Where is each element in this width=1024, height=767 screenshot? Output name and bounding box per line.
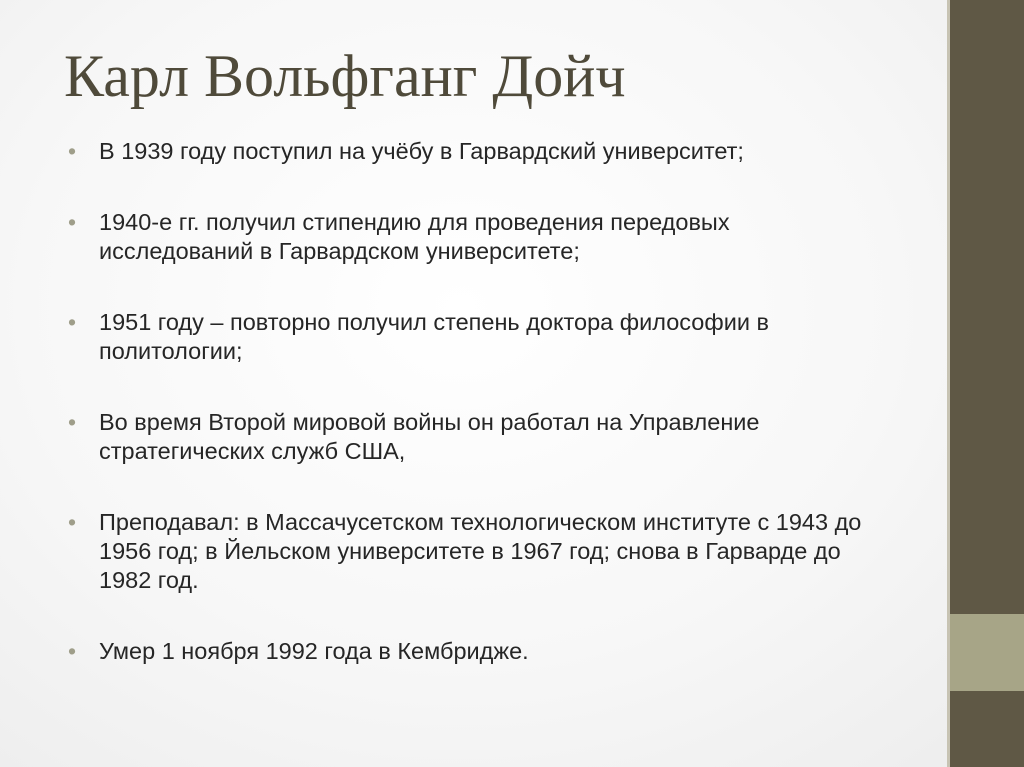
- slide-title: Карл Вольфганг Дойч: [64, 43, 626, 109]
- bullet-icon: •: [68, 638, 77, 664]
- bullet-icon: •: [68, 138, 77, 164]
- bullet-text: Умер 1 ноября 1992 года в Кембридже.: [99, 638, 529, 664]
- bullet-icon: •: [68, 209, 77, 235]
- bullet-text: Во время Второй мировой войны он работал на Управление стратегических служб США,: [99, 409, 760, 464]
- bullet-item: [68, 408, 868, 466]
- bullet-icon: •: [68, 409, 77, 435]
- bullet-text: 1940-е гг. получил стипендию для проведения передовых исследований в Гарвардском университете;: [99, 209, 730, 264]
- bullet-text: 1951 году – повторно получил степень доктора философии в политологии;: [99, 309, 769, 364]
- bullet-text: В 1939 году поступил на учёбу в Гарвардский университет;: [99, 138, 744, 164]
- bullet-item: [68, 137, 868, 166]
- bullet-icon: •: [68, 509, 77, 535]
- bullet-item: [68, 208, 868, 266]
- bullet-text: Преподавал: в Массачусетском технологическом институте с 1943 до 1956 год; в Йельском университете в 1967 год; снова в Гарварде до 1982 год.: [99, 509, 862, 593]
- bullet-item: [68, 637, 868, 666]
- sidebar-accent-block: [950, 614, 1024, 691]
- bullet-list: [68, 137, 868, 708]
- bullet-item: [68, 508, 868, 595]
- bullet-icon: •: [68, 309, 77, 335]
- bullet-item: [68, 308, 868, 366]
